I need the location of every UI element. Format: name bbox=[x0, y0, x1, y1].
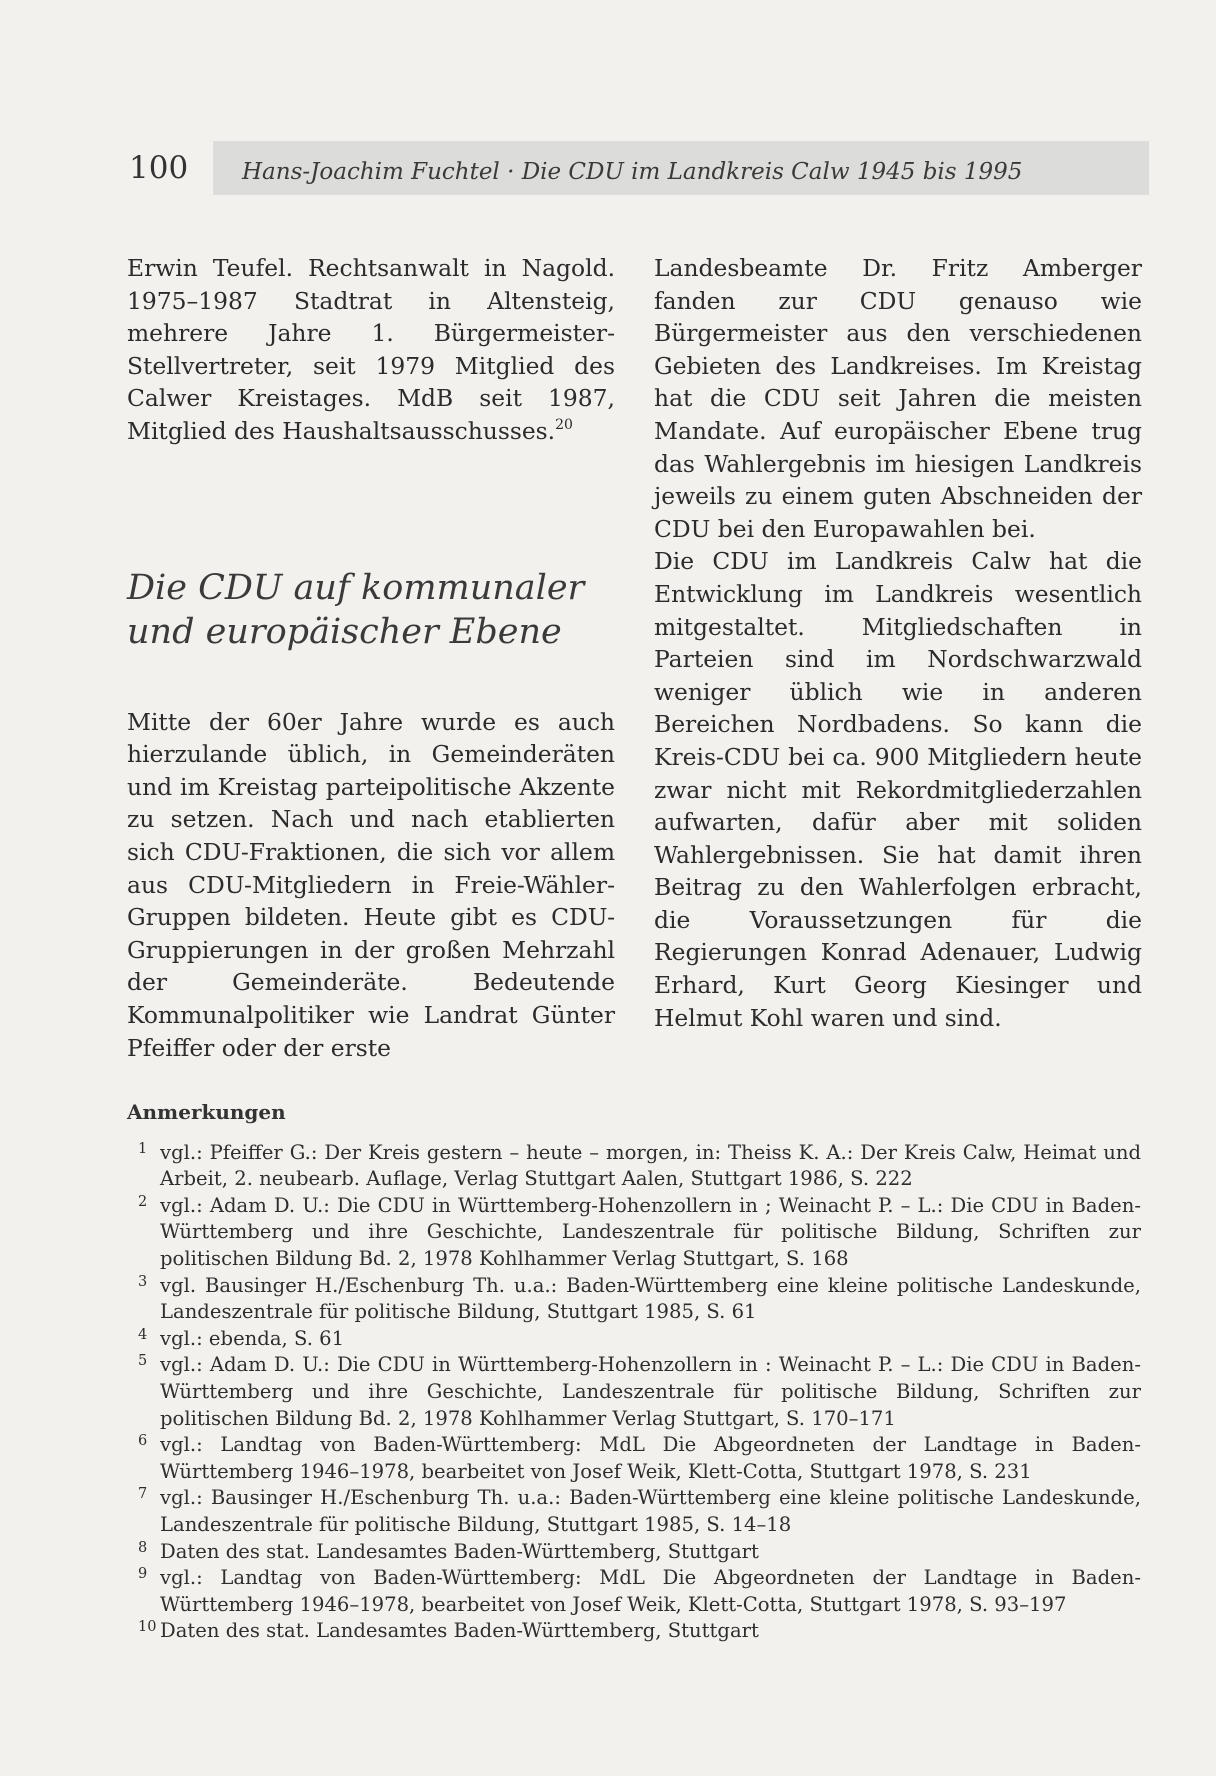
footnote-number: 10 bbox=[138, 1619, 157, 1636]
footnote-number: 6 bbox=[138, 1433, 148, 1450]
footnote-text: vgl. Bausinger H./Eschenburg Th. u.a.: Baden-Württemberg eine kleine politische Landeskunde, Landeszentrale für politische Bildung, Stuttgart 1985, S. 61 bbox=[160, 1273, 1141, 1324]
footnote-item bbox=[127, 1352, 1141, 1432]
footnote-text: vgl.: Landtag von Baden-Württemberg: MdL Die Abgeordneten der Landtage in Baden-Württemberg 1946–1978, bearbeitet von Josef Weik, Klett-Cotta, Stuttgart 1978, S. 93–197 bbox=[160, 1566, 1141, 1616]
section-heading-line-2: und europäischer Ebene bbox=[127, 611, 562, 652]
footnote-text: vgl.: Adam D. U.: Die CDU in Württemberg-Hohenzollern in : Weinacht P. – L.: Die CDU in Baden-Württemberg und ihre Geschichte, Landeszentrale für politische Bildung, Schriften zur politischen Bildung Bd. 2, 1978 Kohlhammer Verlag Stuttgart, S. 170–171 bbox=[160, 1353, 1141, 1430]
left-column bbox=[127, 252, 615, 1064]
footnote-item bbox=[127, 1618, 1141, 1645]
footnote-number: 4 bbox=[138, 1326, 148, 1343]
footnote-number: 8 bbox=[138, 1539, 148, 1556]
biography-text: Erwin Teufel. Rechtsanwalt in Nagold. 1975–1987 Stadtrat in Altensteig, mehrere Jahre 1. Bürgermeister-Stellvertreter, seit 1979 Mitglied des Calwer Kreistages. MdB seit 1987, Mitglied des Haushaltsausschusses. bbox=[127, 254, 615, 445]
footnote-number: 2 bbox=[138, 1193, 148, 1210]
footnote-item bbox=[127, 1565, 1141, 1618]
footnote-item bbox=[127, 1140, 1141, 1193]
right-column bbox=[654, 252, 1142, 1034]
footnotes-title: Anmerkungen bbox=[127, 1100, 286, 1124]
footnote-number: 1 bbox=[138, 1140, 148, 1157]
section-heading bbox=[127, 566, 615, 654]
footnote-text: vgl.: Landtag von Baden-Württemberg: MdL Die Abgeordneten der Landtage in Baden-Württemberg 1946–1978, bearbeitet von Josef Weik, Klett-Cotta, Stuttgart 1978, S. 231 bbox=[160, 1433, 1141, 1483]
footnote-text: vgl.: Bausinger H./Eschenburg Th. u.a.: Baden-Württemberg eine kleine politische Landeskunde, Landeszentrale für politische Bildung, Stuttgart 1985, S. 14–18 bbox=[160, 1486, 1141, 1536]
footnote-item bbox=[127, 1485, 1141, 1538]
page-number: 100 bbox=[129, 150, 189, 186]
section-heading-line-1: Die CDU auf kommunaler bbox=[127, 567, 585, 608]
footnote-item bbox=[127, 1432, 1141, 1485]
footnote-text: vgl.: Adam D. U.: Die CDU in Württemberg-Hohenzollern in ; Weinacht P. – L.: Die CDU in Baden-Württemberg und ihre Geschichte, Landeszentrale für politische Bildung, Schriften zur politischen Bildung Bd. 2, 1978 Kohlhammer Verlag Stuttgart, S. 168 bbox=[160, 1193, 1141, 1270]
body-paragraph-1: Landesbeamte Dr. Fritz Amberger fanden zur CDU genauso wie Bürgermeister aus den verschiedenen Gebieten des Landkreises. Im Kreistag hat die CDU seit Jahren die meisten Mandate. Auf europäischer Ebene trug das Wahlergebnis im hiesigen Landkreis jeweils zu einem guten Abschneiden der CDU bei den Europawahlen bei. bbox=[654, 254, 1142, 543]
footnote-number: 5 bbox=[138, 1353, 148, 1370]
footnote-text: Daten des stat. Landesamtes Baden-Württemberg, Stuttgart bbox=[160, 1619, 759, 1643]
footnote-text: Daten des stat. Landesamtes Baden-Württemberg, Stuttgart bbox=[160, 1539, 759, 1563]
footnote-text: vgl.: ebenda, S. 61 bbox=[160, 1326, 345, 1350]
body-paragraph: Mitte der 60er Jahre wurde es auch hierzulande üblich, in Gemeinderäten und im Kreistag parteipolitische Akzente zu setzen. Nach und nach etablierten sich CDU-Fraktionen, die sich vor allem aus CDU-Mitgliedern in Freie-Wähler-Gruppen bildeten. Heute gibt es CDU-Gruppierungen in der großen Mehrzahl der Gemeinderäte. Bedeutende Kommunalpolitiker wie Landrat Günter Pfeiffer oder der erste bbox=[127, 707, 615, 1062]
footnotes-section bbox=[127, 1099, 1141, 1645]
running-head: Hans-Joachim Fuchtel · Die CDU im Landkreis Calw 1945 bis 1995 bbox=[242, 159, 1023, 185]
footnote-text: vgl.: Pfeiffer G.: Der Kreis gestern – heute – morgen, in: Theiss K. A.: Der Kreis Calw, Heimat und Arbeit, 2. neubearb. Auflage, Verlag Stuttgart Aalen, Stuttgart 1986, S. 222 bbox=[160, 1140, 1141, 1191]
footnote-item bbox=[127, 1273, 1141, 1326]
biography-paragraph bbox=[127, 252, 615, 448]
footnote-item bbox=[127, 1193, 1141, 1273]
footnote-reference: 20 bbox=[555, 416, 573, 433]
footnote-number: 7 bbox=[138, 1486, 148, 1503]
body-paragraph-2: Die CDU im Landkreis Calw hat die Entwicklung im Landkreis wesentlich mitgestaltet. Mitgliedschaften in Parteien sind im Nordschwarzwald weniger üblich wie in anderen Bereichen Nordbadens. So kann die Kreis-CDU bei ca. 900 Mitgliedern heute zwar nicht mit Rekordmitgliederzahlen aufwarten, dafür aber mit soliden Wahlergebnissen. Sie hat damit ihren Beitrag zu den Wahlerfolgen erbracht, die Voraussetzungen für die Regierungen Konrad Adenauer, Ludwig Erhard, Kurt Georg Kiesinger und Helmut Kohl waren und sind. bbox=[654, 547, 1142, 1032]
footnote-number: 9 bbox=[138, 1566, 148, 1583]
footnote-number: 3 bbox=[138, 1273, 148, 1290]
footnote-item bbox=[127, 1539, 1141, 1566]
footnote-item bbox=[127, 1326, 1141, 1353]
